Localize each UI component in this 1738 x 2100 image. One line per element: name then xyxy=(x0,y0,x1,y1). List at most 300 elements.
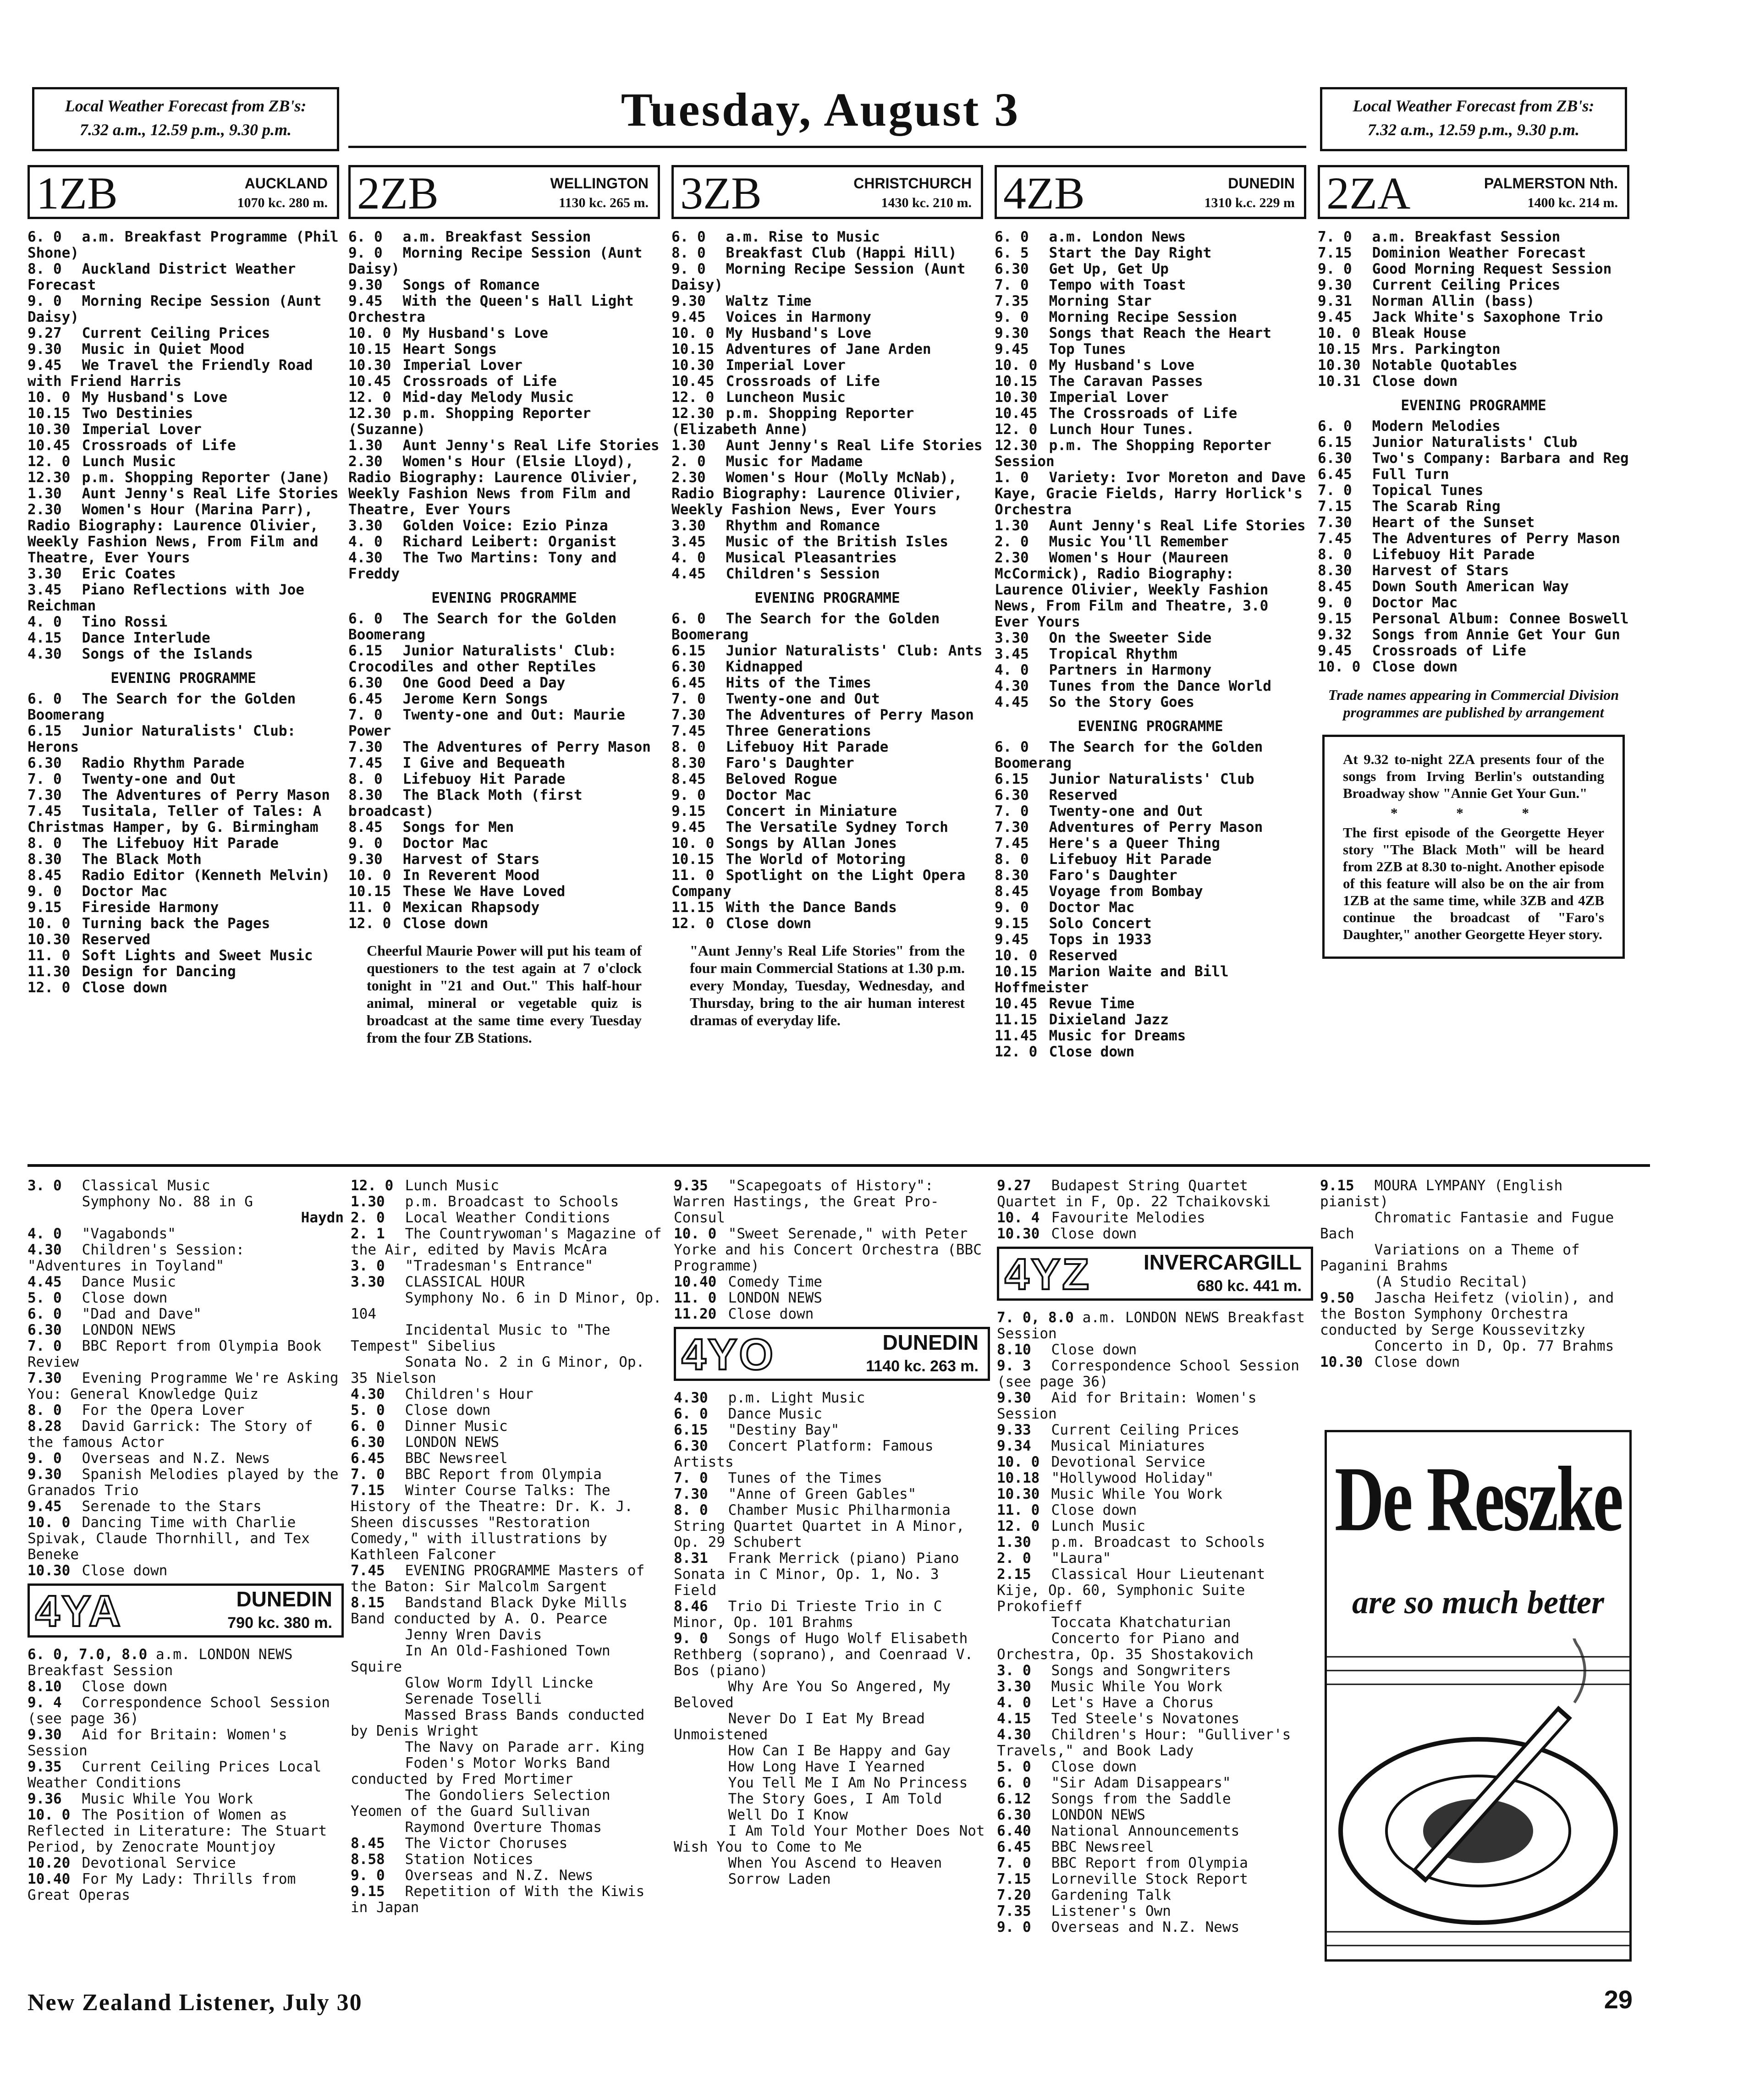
programme-entry xyxy=(28,454,339,470)
station-frequency: 1430 kc. 210 m. xyxy=(881,195,972,210)
programme-entry xyxy=(351,1226,667,1258)
programme-time: 12. 0 xyxy=(28,453,71,470)
programme-title: Hits of the Times xyxy=(726,675,871,691)
programme-title: How Can I Be Happy and Gay xyxy=(728,1743,951,1759)
programme-time: 7.30 xyxy=(671,707,706,723)
programme-entry xyxy=(671,803,983,819)
programme-time: 6.15 xyxy=(348,643,383,659)
programme-title: Musical Miniatures xyxy=(1051,1438,1205,1454)
programme-entry xyxy=(28,1467,344,1499)
programme-entry xyxy=(674,1390,990,1406)
programme-entry xyxy=(1318,293,1629,309)
programme-title: Doctor Mac xyxy=(726,787,812,803)
programme-entry xyxy=(671,261,983,293)
programme-entry xyxy=(1318,579,1629,595)
programme-entry xyxy=(674,1775,990,1791)
programme-entry xyxy=(995,357,1306,374)
programme-title: The Position of Women as Reflected in Literature: The Stuart Period, by Zenocrate Mountjoy xyxy=(28,1807,327,1855)
programme-entry xyxy=(351,1675,667,1691)
programme-entry xyxy=(997,1358,1313,1390)
programme-time: 10.45 xyxy=(28,437,71,454)
programme-time: 10.45 xyxy=(671,373,715,390)
station-city: DUNEDIN xyxy=(236,1587,332,1611)
programme-entry xyxy=(28,646,339,662)
programme-title: Modern Melodies xyxy=(1372,418,1501,434)
programme-entry xyxy=(995,678,1306,694)
programme-time: 6.15 xyxy=(674,1422,708,1438)
programme-title: Morning Recipe Session (Aunt Daisy) xyxy=(671,261,966,293)
programme-time: 8.45 xyxy=(351,1835,385,1852)
programme-entry xyxy=(348,534,660,550)
programme-title: Ted Steele's Novatones xyxy=(1051,1710,1240,1727)
programme-time: 11. 0 xyxy=(674,1290,717,1306)
programme-title: a.m. LONDON NEWS Breakfast Session xyxy=(28,1646,293,1679)
programme-title: Jack White's Saxophone Trio xyxy=(1372,309,1603,325)
programme-time: 6.15 xyxy=(1318,434,1352,451)
programme-entry xyxy=(28,1274,344,1290)
programme-time: 7. 0 xyxy=(351,1466,385,1483)
programme-title: Lifebuoy Hit Parade xyxy=(1049,851,1212,868)
programme-title: Tunes from the Dance World xyxy=(1049,678,1271,694)
programme-title: Close down xyxy=(728,1306,814,1322)
programme-time: 10.18 xyxy=(997,1470,1040,1486)
programme-title: Close down xyxy=(1372,373,1458,390)
station-call-sign: 4YA xyxy=(35,1587,122,1636)
station-call-sign: 3ZB xyxy=(680,168,762,219)
programme-time: 3. 0 xyxy=(997,1662,1031,1679)
programme-title: Adventures of Perry Mason xyxy=(1049,819,1263,836)
programme-title: Fireside Harmony xyxy=(82,899,219,916)
programme-title: Songs and Songwriters xyxy=(1051,1662,1231,1679)
title-rule xyxy=(348,146,1306,148)
programme-title: Music in Quiet Mood xyxy=(82,341,245,357)
programme-entry xyxy=(997,1438,1313,1454)
programme-entry xyxy=(671,611,983,643)
programme-entry xyxy=(351,1402,667,1418)
programme-title: Concert Platform: Famous Artists xyxy=(674,1438,934,1470)
programme-title: On the Sweeter Side xyxy=(1049,630,1212,646)
programme-entry xyxy=(997,1486,1313,1502)
programme-entry xyxy=(995,803,1306,819)
programme-title: For the Opera Lover xyxy=(82,1402,245,1418)
programme-title: Dominion Weather Forecast xyxy=(1372,245,1586,261)
programme-entry xyxy=(674,1406,990,1422)
programme-title: The Search for the Golden Boomerang xyxy=(671,610,940,643)
programme-title: The Black Moth (first broadcast) xyxy=(348,787,583,819)
programme-title: Musical Pleasantries xyxy=(726,550,897,566)
programme-title: Correspondence School Session (see page 36) xyxy=(28,1694,330,1727)
programme-title: Soft Lights and Sweet Music xyxy=(82,947,313,964)
programme-entry xyxy=(28,1370,344,1402)
programme-entry xyxy=(28,1647,344,1679)
programme-time: 10.40 xyxy=(28,1871,71,1887)
programme-time: 8.31 xyxy=(674,1550,708,1567)
programme-time: 12. 0 xyxy=(348,389,391,406)
programme-time: 8. 0 xyxy=(674,1502,708,1518)
programme-entry xyxy=(351,1595,667,1627)
programme-entry xyxy=(348,390,660,406)
programme-entry xyxy=(997,1807,1313,1823)
programme-entry xyxy=(28,723,339,755)
programme-time: 6.45 xyxy=(997,1839,1031,1855)
programme-title: p.m. Broadcast to Schools xyxy=(1051,1534,1265,1550)
station-note: "Aunt Jenny's Real Life Stories" from the four main Commercial Stations at 1.30 p.m. every Monday, Tuesday, Wednesday, and Thursday, bring to the air human interest dramas of everyday life. xyxy=(690,942,965,1028)
programme-title: With the Dance Bands xyxy=(726,899,897,916)
programme-time: 5. 0 xyxy=(28,1290,62,1306)
programme-entry xyxy=(1318,229,1629,245)
programme-entry xyxy=(28,438,339,454)
programme-entry xyxy=(674,1226,990,1274)
programme-title: Children's Session: "Adventures in Toyland" xyxy=(28,1242,245,1274)
programme-entry xyxy=(674,1502,990,1550)
programme-title: Devotional Service xyxy=(1051,1454,1205,1470)
programme-title: Tempo with Toast xyxy=(1049,277,1186,293)
programme-entry xyxy=(995,261,1306,277)
programme-entry xyxy=(351,1290,667,1322)
programme-title: Incidental Music to "The Tempest" Sibelius xyxy=(351,1322,610,1354)
programme-time: 8.45 xyxy=(671,771,706,787)
lower-column-2 xyxy=(351,1178,667,1916)
programme-title: Bandstand Black Dyke Mills Band conducted by A. O. Pearce xyxy=(351,1594,627,1627)
station-note: Cheerful Maurie Power will put his team of questioners to the test again at 7 o'clock tonight in "21 and Out." This half-hour animal, mineral or vegetable quiz is broadcast at the same time every Tuesday from the four ZB Stations. xyxy=(367,942,642,1046)
programme-entry xyxy=(351,1707,667,1739)
programme-time: 1.30 xyxy=(28,485,62,502)
programme-entry xyxy=(671,836,983,852)
programme-title: "Laura" xyxy=(1051,1550,1111,1567)
programme-title: Faro's Daughter xyxy=(726,755,854,771)
programme-entry xyxy=(1318,467,1629,483)
programme-entry xyxy=(995,534,1306,550)
programme-title: Tusitala, Teller of Tales: A Christmas Hamper, by G. Birmingham xyxy=(28,803,322,836)
programme-entry xyxy=(1318,531,1629,547)
programme-time: 4.30 xyxy=(995,678,1029,694)
page-number: 29 xyxy=(1604,1985,1633,2014)
programme-time: 9. 0 xyxy=(1318,261,1352,277)
programme-time: 3.45 xyxy=(671,533,706,550)
programme-entry xyxy=(997,1534,1313,1550)
programme-entry xyxy=(671,675,983,691)
programme-title: Crossroads of Life xyxy=(1372,643,1526,659)
programme-title: Toccata Khatchaturian xyxy=(1051,1614,1231,1631)
programme-entry xyxy=(1320,1242,1636,1274)
programme-time: 7. 0 xyxy=(348,707,383,723)
programme-title: Dance Interlude xyxy=(82,630,210,646)
programme-time: 10.31 xyxy=(1318,373,1361,390)
programme-entry xyxy=(674,1759,990,1775)
programme-time: 4. 0 xyxy=(28,614,62,630)
programme-time: 9.27 xyxy=(28,325,62,341)
programme-entry xyxy=(995,309,1306,325)
programme-time: 9. 0 xyxy=(671,787,706,803)
programme-entry xyxy=(28,1727,344,1759)
programme-time: 12.30 xyxy=(671,405,715,422)
programme-time: 10.15 xyxy=(348,341,391,357)
programme-title: Imperial Lover xyxy=(726,357,846,374)
weather-forecast-right-line2: 7.32 a.m., 12.59 p.m., 9.30 p.m. xyxy=(1367,121,1579,139)
programme-title: You Tell Me I Am No Princess xyxy=(728,1775,968,1791)
programme-time: 8. 0 xyxy=(671,739,706,755)
programme-entry xyxy=(1318,434,1629,451)
programme-entry xyxy=(28,1855,344,1871)
section-divider xyxy=(28,1164,1650,1167)
programme-time: 9.50 xyxy=(1320,1290,1354,1306)
programme-title: Raymond Overture Thomas xyxy=(405,1819,602,1836)
programme-entry xyxy=(997,1615,1313,1631)
programme-time: 12. 0 xyxy=(351,1177,394,1194)
programme-time: 9.32 xyxy=(1318,627,1352,643)
programme-time: 3. 0 xyxy=(28,1177,62,1194)
programme-title: Aunt Jenny's Real Life Stories xyxy=(82,485,339,502)
programme-title: Morning Star xyxy=(1049,293,1152,309)
programme-time: 7. 0 xyxy=(995,277,1029,293)
programme-time: 2. 0 xyxy=(351,1209,385,1226)
programme-entry xyxy=(1318,627,1629,643)
programme-entry xyxy=(28,1791,344,1807)
programme-time: 12. 0 xyxy=(997,1518,1040,1534)
programme-entry xyxy=(1318,325,1629,341)
programme-time: 12. 0 xyxy=(995,421,1038,438)
programme-entry xyxy=(1318,643,1629,659)
station-header xyxy=(674,1327,990,1381)
programme-entry xyxy=(1318,547,1629,563)
programme-entry xyxy=(28,836,339,852)
programme-title: Imperial Lover xyxy=(402,357,522,374)
programme-time: 2. 1 xyxy=(351,1226,385,1242)
programme-entry xyxy=(671,341,983,357)
programme-entry xyxy=(674,1178,990,1226)
programme-title: My Husband's Love xyxy=(1049,357,1194,374)
programme-title: Close down xyxy=(726,915,812,932)
programme-title: Overseas and N.Z. News xyxy=(405,1867,594,1884)
station-column-3zb xyxy=(671,165,983,1039)
programme-time: 3.45 xyxy=(28,582,62,598)
programme-time: 2.30 xyxy=(348,453,383,470)
programme-title: The Navy on Parade arr. King xyxy=(405,1739,645,1755)
programme-time: 7. 0, 8.0 xyxy=(997,1309,1074,1326)
programme-time: 6. 0 xyxy=(28,1306,62,1322)
programme-title: Current Ceiling Prices xyxy=(1051,1422,1240,1438)
programme-time: 6.30 xyxy=(674,1438,708,1454)
programme-entry xyxy=(28,884,339,900)
programme-time: 9. 3 xyxy=(997,1358,1031,1374)
programme-entry xyxy=(674,1679,990,1711)
programme-time: 10.30 xyxy=(28,931,71,948)
programme-time: 6. 0 xyxy=(671,610,706,627)
programme-time: 10.30 xyxy=(1320,1354,1363,1370)
programme-time: 1. 0 xyxy=(995,469,1029,486)
station-call-sign: 4ZB xyxy=(1003,168,1085,219)
programme-entry xyxy=(28,325,339,341)
programme-entry xyxy=(674,1438,990,1470)
programme-time: 8. 0 xyxy=(1318,546,1352,563)
programme-entry xyxy=(1318,595,1629,611)
programme-title: Get Up, Get Up xyxy=(1049,261,1169,277)
programme-entry xyxy=(995,771,1306,787)
programme-time: 10.30 xyxy=(671,357,715,374)
programme-title: The Countrywoman's Magazine of the Air, edited by Mavis McAra xyxy=(351,1226,662,1258)
programme-time: 1.30 xyxy=(351,1193,385,1210)
programme-title: Devotional Service xyxy=(82,1855,236,1871)
programme-entry xyxy=(671,325,983,341)
programme-title: "Tradesman's Entrance" xyxy=(405,1258,594,1274)
programme-entry xyxy=(351,1691,667,1707)
station-header xyxy=(671,165,983,219)
programme-title: National Announcements xyxy=(1051,1823,1240,1839)
programme-time: 8.30 xyxy=(995,867,1029,884)
programme-title: David Garrick: The Story of the famous Actor xyxy=(28,1418,313,1451)
programme-entry xyxy=(28,868,339,884)
programme-title: The Versatile Sydney Torch xyxy=(726,819,948,836)
programme-title: "Vagabonds" xyxy=(82,1226,176,1242)
programme-entry xyxy=(351,1739,667,1755)
programme-time: 7.30 xyxy=(1318,514,1352,531)
programme-entry xyxy=(671,374,983,390)
programme-title: Songs from the Saddle xyxy=(1051,1791,1231,1807)
programme-title: Notable Quotables xyxy=(1372,357,1518,374)
programme-title: Lunch Hour Tunes. xyxy=(1049,421,1194,438)
programme-title: p.m. The Shopping Reporter Session xyxy=(995,437,1271,470)
evening-programme-heading: EVENING PROGRAMME xyxy=(1078,718,1223,735)
programme-title: Concerto for Piano and Orchestra, Op. 35 Shostakovich xyxy=(997,1630,1254,1663)
programme-title: Close down xyxy=(1374,1354,1460,1370)
programme-entry xyxy=(997,1502,1313,1518)
programme-title: Favourite Melodies xyxy=(1051,1209,1205,1226)
programme-time: 6.40 xyxy=(997,1823,1031,1839)
programme-entry xyxy=(671,643,983,659)
programme-entry xyxy=(997,1775,1313,1791)
programme-time: 7.45 xyxy=(28,803,62,819)
programme-title: Aid for Britain: Women's Session xyxy=(997,1390,1257,1422)
programme-time: 8.30 xyxy=(28,851,62,868)
programme-time: 7. 0 xyxy=(674,1470,708,1486)
programme-title: In An Old-Fashioned Town Squire xyxy=(351,1643,610,1675)
programme-entry xyxy=(28,630,339,646)
programme-time: 4.15 xyxy=(997,1710,1031,1727)
programme-time: 3.30 xyxy=(995,630,1029,646)
programme-title: Massed Brass Bands conducted by Denis Wright xyxy=(351,1707,645,1739)
programme-time: 10.30 xyxy=(995,389,1038,406)
station-header xyxy=(28,1583,344,1638)
programme-title: Personal Album: Connee Boswell xyxy=(1372,610,1629,627)
programme-title: Songs of the Islands xyxy=(82,646,253,662)
programme-time: 10. 0 xyxy=(348,867,391,884)
programme-time: 9. 0 xyxy=(28,883,62,900)
programme-entry xyxy=(348,852,660,868)
programme-entry xyxy=(351,1354,667,1386)
programme-title: Radio Editor (Kenneth Melvin) xyxy=(82,867,330,884)
programme-title: Dixieland Jazz xyxy=(1049,1012,1169,1028)
programme-time: 4. 0 xyxy=(348,533,383,550)
programme-title: I Give and Bequeath xyxy=(402,755,566,771)
programme-entry xyxy=(1318,374,1629,390)
programme-title: Morning Recipe Session (Aunt Daisy) xyxy=(348,245,643,277)
programme-title: Tops in 1933 xyxy=(1049,931,1152,948)
programme-time: 1.30 xyxy=(671,437,706,454)
programme-title: Music While You Work xyxy=(1051,1486,1222,1502)
programme-time: 6.30 xyxy=(351,1434,385,1451)
programme-entry xyxy=(995,916,1306,932)
programme-title: My Husband's Love xyxy=(82,389,227,406)
programme-time: 7.45 xyxy=(1318,530,1352,547)
programme-time: 7.45 xyxy=(348,755,383,771)
evening-programme-heading: EVENING PROGRAMME xyxy=(754,590,900,606)
programme-time: 2.30 xyxy=(995,550,1029,566)
programme-title: Close down xyxy=(82,1678,168,1695)
programme-title: Marion Waite and Bill Hoffmeister xyxy=(995,963,1229,996)
programme-entry xyxy=(28,1515,344,1563)
programme-entry xyxy=(995,662,1306,678)
programme-title: "Hollywood Holiday" xyxy=(1051,1470,1214,1486)
programme-time: 4.45 xyxy=(995,694,1029,710)
programme-entry xyxy=(28,948,339,964)
programme-title: Imperial Lover xyxy=(1049,389,1169,406)
programme-title: Music for Dreams xyxy=(1049,1028,1186,1044)
programme-entry xyxy=(351,1435,667,1451)
programme-time: 5. 0 xyxy=(997,1759,1031,1775)
programme-time: 10.20 xyxy=(28,1855,71,1871)
programme-entry xyxy=(674,1823,990,1855)
programme-entry xyxy=(351,1322,667,1354)
programme-title: Voyage from Bombay xyxy=(1049,883,1203,900)
programme-time: 2. 0 xyxy=(997,1550,1031,1567)
programme-entry xyxy=(995,341,1306,357)
programme-entry xyxy=(348,277,660,293)
programme-time: 8. 0 xyxy=(28,261,62,277)
programme-entry xyxy=(671,771,983,787)
programme-title: So the Story Goes xyxy=(1049,694,1194,710)
programme-entry xyxy=(28,293,339,325)
programme-entry xyxy=(28,422,339,438)
programme-time: 10. 0 xyxy=(28,915,71,932)
programme-title: p.m. Light Music xyxy=(728,1390,865,1406)
programme-title: Songs by Allan Jones xyxy=(726,835,897,852)
programme-title: Children's Session xyxy=(726,566,880,582)
programme-title: a.m. London News xyxy=(1049,229,1186,245)
programme-title: Lifebuoy Hit Parade xyxy=(726,739,889,755)
station-header xyxy=(1318,165,1629,219)
programme-entry xyxy=(995,390,1306,406)
programme-title: Why Are You So Angered, My Beloved xyxy=(674,1678,951,1711)
programme-time: 9.45 xyxy=(995,341,1029,357)
programme-time: 9. 0 xyxy=(995,899,1029,916)
programme-title: Songs of Hugo Wolf Elisabeth Rethberg (soprano), and Coenraad V. Bos (piano) xyxy=(674,1630,974,1679)
programme-entry xyxy=(995,518,1306,534)
programme-title: The Caravan Passes xyxy=(1049,373,1203,390)
programme-time: 9. 0 xyxy=(28,1450,62,1467)
programme-time: 9.30 xyxy=(348,277,383,293)
programme-entry xyxy=(671,868,983,900)
programme-title: Children's Hour: "Gulliver's Travels," and Book Lady xyxy=(997,1726,1291,1759)
programme-time: 9.45 xyxy=(348,293,383,309)
station-city: CHRISTCHURCH xyxy=(853,175,972,192)
programme-time: 5. 0 xyxy=(351,1402,385,1418)
programme-title: Sorrow Laden xyxy=(728,1871,831,1887)
programme-title: Concert in Miniature xyxy=(726,803,897,819)
programme-title: "Scapegoats of History": Warren Hastings, the Great Pro-Consul xyxy=(674,1177,939,1226)
programme-entry xyxy=(671,819,983,836)
lower-column-4 xyxy=(997,1178,1313,1935)
programme-time: 6. 0 xyxy=(671,229,706,245)
evening-programme-heading: EVENING PROGRAMME xyxy=(110,670,256,687)
programme-entry xyxy=(997,1178,1313,1210)
programme-title: BBC Report from Olympia xyxy=(405,1466,602,1483)
programme-time: 4.15 xyxy=(28,630,62,646)
programme-time: 12. 0 xyxy=(671,915,715,932)
programme-time: 6.15 xyxy=(671,643,706,659)
programme-title: My Husband's Love xyxy=(402,325,548,341)
programme-entry xyxy=(28,755,339,771)
station-frequency: 1070 kc. 280 m. xyxy=(237,195,328,210)
